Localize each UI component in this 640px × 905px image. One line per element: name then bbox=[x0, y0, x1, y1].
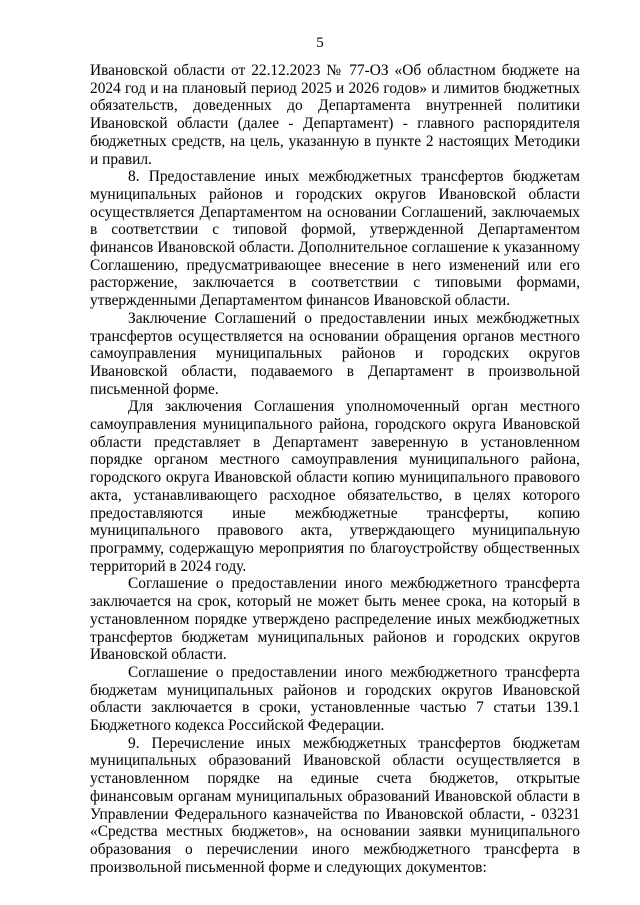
paragraph-agreement-documents: Для заключения Соглашения уполномоченный орган местного самоуправления муниципального района, городского округа Ивановской области представляет в Департамент заверенную в установленном порядке органом местного самоуправления муниципального района, городского округа Ивановской области копию муниципального правового акта, устанавливающего расходное обязательство, в целях которого предоставляются иные межбюджетные трансферты, копию муниципального правового акта, утверждающего муниципальную программу, содержащую мероприятия по благоустройству общественных территорий в 2024 году. bbox=[90, 398, 580, 575]
document-body bbox=[90, 62, 580, 876]
paragraph-agreement-term: Соглашение о предоставлении иного межбюджетного трансферта заключается на срок, который не может быть менее срока, на который в установленном порядке утверждено распределение иных межбюджетных трансфертов бюджетам муниципальных районов и городских округов Ивановской области. bbox=[90, 575, 580, 664]
paragraph-item-9: 9. Перечисление иных межбюджетных трансфертов бюджетам муниципальных образований Ивановской области осуществляется в установленном порядке на единые счета бюджетов, открытые финансовым органам муниципальных образований Ивановской области в Управлении Федерального казначейства по Ивановской области, - 03231 «Средства местных бюджетов», на основании заявки муниципального образования о перечислении иного межбюджетного трансферта в произвольной письменной форме и следующих документов: bbox=[90, 734, 580, 876]
paragraph-agreement-deadline: Соглашение о предоставлении иного межбюджетного трансферта бюджетам муниципальных районов и городских округов Ивановской области заключается в сроки, установленные частью 7 статьи 139.1 Бюджетного кодекса Российской Федерации. bbox=[90, 663, 580, 735]
page-number: 5 bbox=[316, 35, 324, 51]
paragraph-agreement-conclusion: Заключение Соглашений о предоставлении иных межбюджетных трансфертов осуществляется на основании обращения органов местного самоуправления муниципальных районов и городских округов Ивановской области, подаваемого в Департамент в произвольной письменной форме. bbox=[90, 309, 580, 398]
paragraph-continuation: Ивановской области от 22.12.2023 № 77-ОЗ «Об областном бюджете на 2024 год и на плановый период 2025 и 2026 годов» и лимитов бюджетных обязательств, доведенных до Департамента внутренней политики Ивановской области (далее - Департамент) - главного распорядителя бюджетных средств, на цель, указанную в пункте 2 настоящих Методики и правил. bbox=[90, 62, 580, 168]
paragraph-item-8: 8. Предоставление иных межбюджетных трансфертов бюджетам муниципальных районов и городских округов Ивановской области осуществляется Департаментом на основании Соглашений, заключаемых в соответствии с типовой формой, утвержденной Департаментом финансов Ивановской области. Дополнительное соглашение к указанному Соглашению, предусматривающее внесение в него изменений или его расторжение, заключается в соответствии с типовыми формами, утвержденными Департаментом финансов Ивановской области. bbox=[90, 168, 580, 310]
